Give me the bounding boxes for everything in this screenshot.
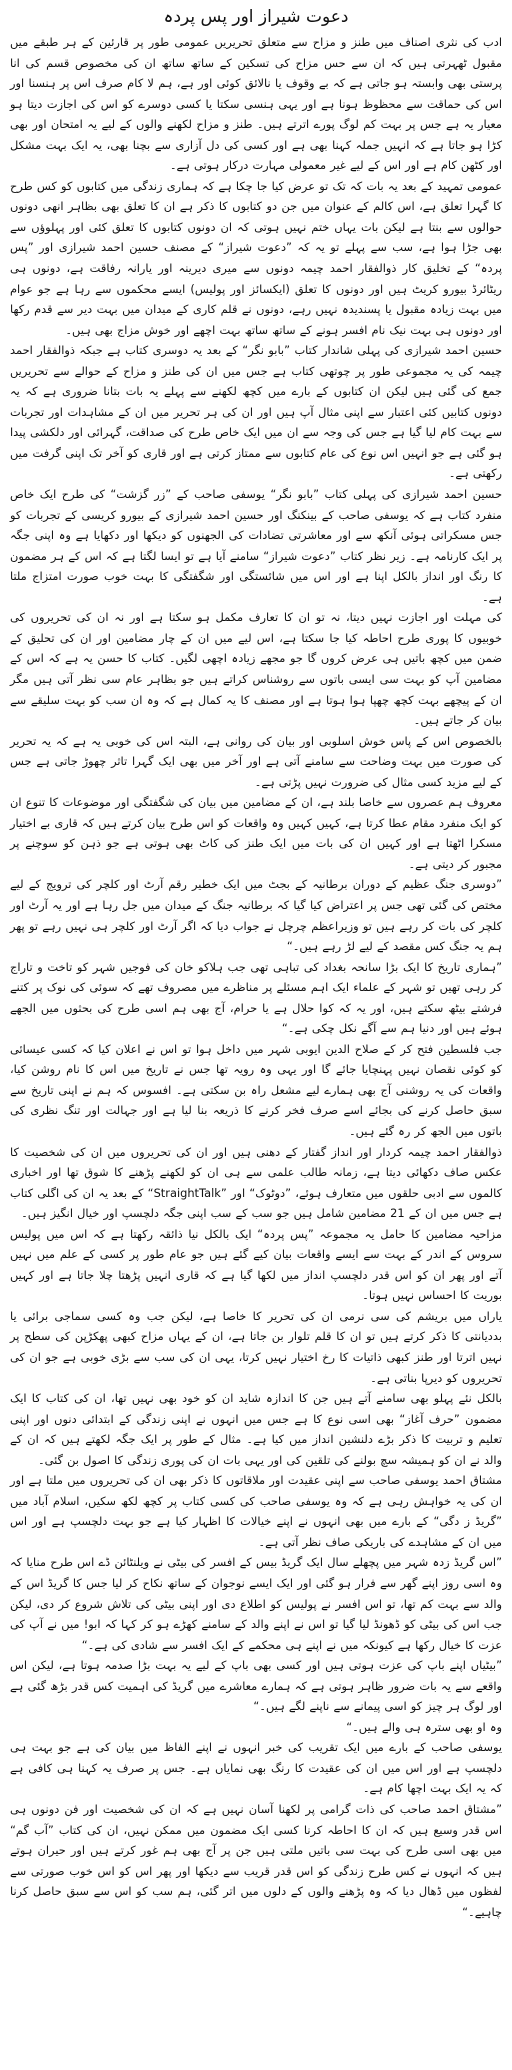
paragraph: مزاحیہ مضامین کا حامل یہ مجموعہ ”پس پردہ“ ایک بالکل نیا ذائقہ رکھتا ہے کہ اس میں پولیس سروس کے اندر کے بہت سے ایسے واقعات بیان کیے گئے ہیں جو عام طور پر کسی کے علم میں نہیں آتے اور پھر ان کو اس قدر دلچسپ انداز میں لکھا گیا ہے کہ قاری انہیں پڑھتا چلا جاتا ہے اور کہیں بوریت کا احساس نہیں ہوتا۔ [10, 1226, 502, 1303]
paragraph: ادب کی نثری اصناف میں طنز و مزاح سے متعلق تحریریں عمومی طور پر قارئین کے ہر طبقے میں مقبول ٹھہرتی ہیں کہ ان سے حس مزاح کی تسکین کے ساتھ ساتھ ان کی مخصوص قسم کی انا پرستی بھی وابستہ ہو جاتی ہے کہ بے وقوف یا نالائق کوئی اور ہے، ہم لا کام صرف اس پر ہنسنا اور اس کی حماقت سے محظوظ ہونا ہے اور یہی ہنسی سکتا یا کسی دوسرے کو اس کی اجازت دیتا ہو معیار یہ ہے جس پر بہت کم لوگ پورے اترتے ہیں۔ طنز و مزاح لکھنے والوں کے لیے یہ امتحان اور بھی کڑا ہو جاتا ہے کہ انہیں جملہ کہنا بھی ہے اور کسی کی دل آزاری سے بچنا بھی، یہ ایک بہت مشکل اور کٹھن کام ہے اور اس کے لیے غیر معمولی مہارت درکار ہوتی ہے۔ [10, 35, 502, 173]
paragraph: بالکل نئے پہلو بھی سامنے آتے ہیں جن کا اندازہ شاید ان کو خود بھی نہیں تھا، ان کی کتاب کا ایک مضمون ”حرف آغاز“ بھی اسی نوع کا ہے جس میں انہوں نے اپنی زندگی کے ابتدائی دنوں اور اپنی تعلیم و تربیت کا ذکر بڑے دلنشین انداز میں کیا ہے۔ مثال کے طور پر ایک جگہ لکھتے ہیں کہ ان کے والد نے ان کو ہمیشہ سچ بولنے کی تلقین کی اور یہی بات ان کی پوری زندگی کا اصول بن گئی۔ [10, 1391, 502, 1467]
paragraph: ”ہماری تاریخ کا ایک بڑا سانحہ بغداد کی تباہی تھی جب ہلاکو خان کی فوجیں شہر کو تاخت و تاراج کر رہی تھیں تو شہر کے علماء ایک اہم مسئلے پر مناظرے میں مصروف تھے کہ سوئی کی نوک پر کتنے فرشتے بیٹھ سکتے ہیں، اور یہ کہ کوا حلال ہے یا حرام، آج بھی ہم اسی طرح کی بحثوں میں الجھے ہوئے ہیں اور دنیا ہم سے آگے نکل چکی ہے۔“ [10, 959, 502, 1036]
paragraph: مشتاق احمد یوسفی صاحب سے اپنی عقیدت اور ملاقاتوں کا ذکر بھی ان کی تحریروں میں ملتا ہے اور ان کی یہ خواہش رہی ہے کہ وہ یوسفی صاحب کی کسی کتاب پر کچھ لکھ سکیں، اسلام آباد میں ”گریڈ ز دگی“ کے بارے میں بھی انہوں نے اپنے خیالات کا اظہار کیا ہے جو بہت دلچسپ ہے اور اس میں ان کے مشاہدے کی باریکی صاف نظر آتی ہے۔ [10, 1473, 502, 1549]
paragraph: حسین احمد شیرازی کی پہلی شاندار کتاب ”بابو نگر“ کے بعد یہ دوسری کتاب ہے جبکہ ذوالفقار احمد چیمہ کی یہ مجموعی طور پر چوتھی کتاب ہے جس میں ان کی طنز و مزاح کے حوالے سے تحریریں جمع کی گئی ہیں لیکن ان کتابوں کے بارے میں کچھ لکھنے سے پہلے یہ بات بتانا ضروری ہے کہ یہ دونوں کتابیں کئی اعتبار سے اپنی مثال آپ ہیں اور ان کی ہر تحریر میں ان کے مشاہدات اور تجربات سے بہت کام لیا گیا ہے جس کی وجہ سے ان میں ایک خاص طرح کی صداقت، گہرائی اور دلکشی پیدا ہو گئی ہے جو انہیں اس نوع کی عام کتابوں سے ممتاز کرتی ہے اور قاری کو آخر تک اپنی گرفت میں رکھتی ہے۔ [10, 343, 502, 481]
paragraph: معروف ہم عصروں سے خاصا بلند ہے، ان کے مضامین میں بیان کی شگفتگی اور موضوعات کا تنوع ان کو ایک منفرد مقام عطا کرتا ہے، کہیں کہیں وہ واقعات کو اس طرح بیان کرتے ہیں کہ قاری بے اختیار مسکرا اٹھتا ہے اور کہیں ان کی بات میں ایک طنز کی کاٹ بھی ہوتی ہے جو ذہن کو سوچنے پر مجبور کر دیتی ہے۔ [10, 795, 502, 871]
paragraph: کی مہلت اور اجازت نہیں دیتا، نہ تو ان کا تعارف مکمل ہو سکتا ہے اور نہ ان کی تحریروں کی خوبیوں کا پوری طرح احاطہ کیا جا سکتا ہے، اس لیے میں ان کے چار مضامین اور ان کی تحلیق کے ضمن میں کچھ باتیں ہی عرض کروں گا جو مجھے زیادہ اچھی لگیں۔ کتاب کا حسن یہ ہے کہ اس کے مضامین آپ کو بہت سی ایسی باتوں سے روشناس کراتے ہیں جو بظاہر عام سی نظر آتی ہیں مگر ان کے پیچھے بہت کچھ چھپا ہوا ہوتا ہے اور مصنف کا یہ کمال ہے کہ وہ ان سب کو بہت سلیقے سے بیان کر جاتے ہیں۔ [10, 610, 502, 728]
paragraph: عمومی تمہید کے بعد یہ بات کہ تک تو عرض کیا جا چکا ہے کہ ہماری زندگی میں کتابوں کو کس طرح کا گہرا تعلق ہے، اس کالم کے عنوان میں جن دو کتابوں کا ذکر ہے ان کا تعلق بھی بظاہر انھی دونوں حوالوں سے بنتا ہے لیکن بات یہاں ختم نہیں ہوتی کہ ان دونوں کتابوں کا تعلق کئی اور پہلوؤں سے بھی جڑا ہوا ہے، سب سے پہلے تو یہ کہ ”دعوت شیراز“ کے مصنف حسین احمد شیرازی اور ”پس پردہ“ کے تخلیق کار ذوالفقار احمد چیمہ دونوں سے میری دیرینہ اور یارانہ رفاقت ہے، دونوں ہی ریٹائرڈ بیورو کریٹ ہیں اور دونوں کا تعلق (ایکسائز اور پولیس) ایسے محکموں سے رہا ہے جو عوام میں بہت زیادہ مقبول یا پسندیدہ نہیں رہے، دونوں نے قلم کاری کے میدان میں بہت دیر سے قدم رکھا اور دونوں ہی بہت نیک نام افسر ہونے کے ساتھ ساتھ بہت اچھے اور خوش مزاج بھی ہیں۔ [10, 178, 502, 337]
paragraph: حسین احمد شیرازی کی پہلی کتاب ”بابو نگر“ یوسفی صاحب کے ”زر گزشت“ کی طرح ایک خاص منفرد کتاب ہے کہ یوسفی صاحب کے بینکنگ اور حسین احمد شیرازی کے بیورو کریسی کے تجربات کو جس مسکراتی ہوئی آنکھ سے اور معاشرتی تضادات کی الجھنوں کو دیکھا اور دکھایا ہے وہ اپنی جگہ پر ایک کارنامہ ہے۔ زیر نظر کتاب ”دعوت شیراز“ سامنے آیا ہے تو ایسا لگتا ہے کہ اس کے ہر مضمون کا رنگ اور انداز بالکل اپنا ہے اور اس میں شائستگی اور شگفتگی کا بہت خوب صورت امتزاج ملتا ہے۔ [10, 487, 502, 604]
article-body [10, 32, 502, 1922]
article-title: دعوت شیراز اور پس پردہ [163, 7, 349, 27]
paragraph: ”دوسری جنگ عظیم کے دوران برطانیہ کے بجٹ میں ایک خطیر رقم آرٹ اور کلچر کی ترویج کے لیے مختص کی گئی تھی جس پر اعتراض کیا گیا کہ برطانیہ جنگ کے میدان میں جل رہا ہے اور یہ آرٹ اور کلچر کی بات کر رہے ہیں تو وزیراعظم چرچل نے جواب دیا کہ اگر آرٹ اور کلچر ہی نہیں رہے تو پھر ہم یہ جنگ کس مقصد کے لیے لڑ رہے ہیں۔“ [10, 877, 502, 954]
paragraph: یاراں میں بریشم کی سی نرمی ان کی تحریر کا خاصا ہے، لیکن جب وہ کسی سماجی برائی یا بددیانتی کا ذکر کرتے ہیں تو ان کا قلم تلوار بن جاتا ہے، ان کے یہاں مزاح کبھی پھکڑپن کی سطح پر نہیں اترتا اور طنز کبھی ذاتیات کا رخ اختیار نہیں کرتا، یہی ان کی سب سے بڑی خوبی ہے جو ان کی تحریروں کو دیرپا بناتی ہے۔ [10, 1308, 502, 1385]
paragraph: یوسفی صاحب کے بارے میں ایک تقریب کی خبر انہوں نے اپنے الفاظ میں بیان کی ہے جو بہت ہی دلچسپ ہے اور اس میں ان کی عقیدت کا رنگ بھی نمایاں ہے۔ جس پر صرف یہ کہنا ہی کافی ہے کہ یہ ایک بہت اچھا کام ہے۔ [10, 1740, 502, 1796]
paragraph: ”اس گریڈ زدہ شہر میں پچھلے سال ایک گریڈ بیس کے افسر کی بیٹی نے ویلنٹائن ڈے اس طرح منایا کہ وہ اسی روز اپنے گھر سے فرار ہو گئی اور ایک ایسے نوجوان کے ساتھ نکاح کر لیا جس کا گریڈ اس کے والد سے بہت کم تھا، تو اس افسر نے پولیس کو اطلاع دی اور اپنی بیٹی کی تلاش شروع کر دی، لیکن جب اس کی بیٹی کو ڈھونڈ لیا گیا تو اس نے اپنے والد کے سامنے کھڑے ہو کر کہا کہ ابو! میں نے آپ کی عزت کا خیال رکھا ہے کیونکہ میں نے اپنے ہی محکمے کے ایک افسر سے شادی کی ہے۔“ [10, 1555, 502, 1652]
paragraph: ذوالفقار احمد چیمہ کردار اور انداز گفتار کے دھنی ہیں اور ان کی تحریروں میں ان کی شخصیت کا عکس صاف دکھائی دیتا ہے، زمانہ طالب علمی سے ہی ان کو لکھنے پڑھنے کا شوق تھا اور اخباری کالموں سے ادبی حلقوں میں متعارف ہوئے، ”دوٹوک“ اور ”StraightTalk“ کے بعد یہ ان کی اگلی کتاب ہے جس میں ان کے 21 مضامین شامل ہیں جو سب کے سب اپنی جگہ دلچسپ اور خیال انگیز ہیں۔ [10, 1144, 502, 1221]
paragraph: وہ او بھی سترہ ہی والے ہیں۔“ [346, 1719, 502, 1734]
paragraph: بالخصوص اس کے پاس خوش اسلوبی اور بیان کی روانی ہے، البتہ اس کی خوبی یہ ہے کہ یہ تحریر کی صورت میں بہت وضاحت سے سامنے آتی ہے اور آخر میں بھی ایک گہرا تاثر چھوڑ جاتی ہے جس کے لیے مزید کسی مثال کی ضرورت نہیں پڑتی ہے۔ [10, 733, 502, 789]
paragraph: ”مشتاق احمد صاحب کی ذات گرامی پر لکھنا آسان نہیں ہے کہ ان کی شخصیت اور فن دونوں ہی اس قدر وسیع ہیں کہ ان کا احاطہ کرنا کسی ایک مضمون میں ممکن نہیں، ان کی کتاب ”آب گم“ میں بھی اسی طرح کی بہت سی باتیں ملتی ہیں جن پر آج بھی ہم غور کرتے ہیں اور حیران ہوتے ہیں کہ انہوں نے کس طرح زندگی کو اس قدر قریب سے دیکھا اور پھر اس کو اس خوب صورتی سے لفظوں میں ڈھال دیا کہ وہ پڑھنے والوں کے دلوں میں اتر گئی، ہم سب کو اس سے سبق حاصل کرنا چاہیے۔“ [10, 1802, 502, 1919]
paragraph: جب فلسطین فتح کر کے صلاح الدین ایوبی شہر میں داخل ہوا تو اس نے اعلان کیا کہ کسی عیسائی کو کوئی نقصان نہیں پہنچایا جائے گا اور یہی وہ رویہ تھا جس نے تاریخ میں اس کا نام روشن کیا، واقعات کی یہ روشنی آج بھی ہمارے لیے مشعل راہ بن سکتی ہے۔ افسوس کہ ہم نے اپنی تاریخ سے سبق حاصل کرنے کی بجائے اسے صرف فخر کرنے کا ذریعہ بنا لیا ہے اور جہالت اور تنگ نظری کی باتوں میں الجھ کر رہ گئے ہیں۔ [10, 1041, 502, 1138]
paragraph: ”بیٹیاں اپنے باپ کی عزت ہوتی ہیں اور کسی بھی باپ کے لیے یہ بہت بڑا صدمہ ہوتا ہے، لیکن اس واقعے سے یہ بات ضرور ظاہر ہوتی ہے کہ ہمارے معاشرے میں گریڈ کی اہمیت کس قدر بڑھ گئی ہے اور لوگ ہر چیز کو اسی پیمانے سے ناپنے لگے ہیں۔“ [10, 1658, 502, 1714]
